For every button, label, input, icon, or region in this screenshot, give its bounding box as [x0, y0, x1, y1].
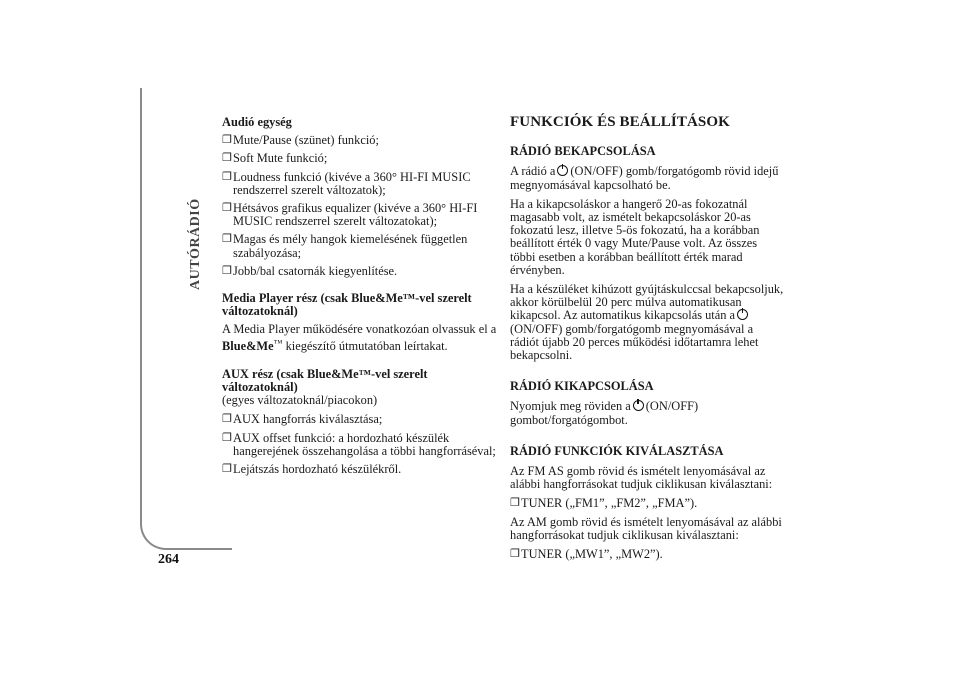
checkbox-bullet-icon: ❐	[222, 413, 232, 426]
checkbox-bullet-icon: ❐	[222, 233, 232, 246]
media-paragraph: A Media Player működésére vonatkozóan olvassuk el a Blue&Me™ kiegészítő útmutatóban leírtakat.	[222, 322, 497, 353]
power-icon	[737, 309, 748, 320]
radio-off-title: RÁDIÓ KIKAPCSOLÁSA	[510, 379, 654, 394]
list-item: ❐ TUNER („MW1”, „MW2”).	[510, 547, 663, 562]
radio-func-title: RÁDIÓ FUNKCIÓK KIVÁLASZTÁSA	[510, 443, 724, 458]
aux-title: AUX rész (csak Blue&Me™-vel szerelt változatoknál)	[222, 366, 428, 395]
checkbox-bullet-icon: ❐	[222, 170, 232, 183]
checkbox-bullet-icon: ❐	[222, 463, 232, 476]
list-item: ❐ Mute/Pause (szünet) funkció;	[222, 133, 379, 148]
checkbox-bullet-icon: ❐	[222, 134, 232, 147]
list-item: ❐ Magas és mély hangok kiemelésének független szabályozása;	[222, 232, 468, 260]
left-column	[222, 116, 497, 481]
checkbox-bullet-icon: ❐	[222, 431, 232, 444]
list-item: ❐ AUX hangforrás kiválasztása;	[222, 412, 383, 427]
right-column	[510, 116, 785, 566]
fm-paragraph: Az FM AS gomb rövid és ismételt lenyomásával az alábbi hangforrásokat tudjuk ciklikusan kiválasztani:	[510, 464, 773, 492]
radio-on-paragraph-3: Ha a készüléket kihúzott gyújtáskulccsal bekapcsoljuk, akkor körülbelül 20 perc múlva automatikusan kikapcsol. Az automatikus kikapcsolás után a(ON/OFF) gomb/forgatógomb megnyomásával a rádiót újabb 20 perces működési időtartamra lehet bekapcsolni.	[510, 282, 784, 363]
list-item: ❐ Jobb/bal csatornák kiegyenlítése.	[222, 263, 398, 278]
am-paragraph: Az AM gomb rövid és ismételt lenyomásával az alábbi hangforrásokat tudjuk ciklikusan kiválasztani:	[510, 514, 782, 542]
section-title: FUNKCIÓK ÉS BEÁLLÍTÁSOK	[510, 114, 730, 130]
list-item: ❐ Hétsávos grafikus equalizer (kivéve a 360° HI-FI MUSIC rendszerrel szerelt változatokat);	[222, 201, 478, 229]
power-icon	[557, 165, 568, 176]
aux-note: (egyes változatoknál/piacokon)	[222, 393, 378, 408]
list-item: ❐ Soft Mute funkció;	[222, 151, 328, 166]
side-label: AUTÓRÁDIÓ	[188, 198, 203, 290]
media-brand: Blue&Me	[222, 338, 274, 353]
checkbox-bullet-icon: ❐	[222, 202, 232, 215]
checkbox-bullet-icon: ❐	[222, 152, 232, 165]
radio-off-paragraph: Nyomjuk meg röviden a (ON/OFF) gombot/forgatógombot.	[510, 399, 699, 427]
page-frame	[140, 88, 232, 550]
list-item: ❐ Lejátszás hordozható készülékről.	[222, 462, 402, 477]
radio-on-paragraph-1: A rádió a (ON/OFF) gomb/forgatógomb rövid idejű megnyomásával kapcsolható be.	[510, 164, 779, 192]
checkbox-bullet-icon: ❐	[510, 497, 520, 510]
list-item: ❐ Loudness funkció (kivéve a 360° HI-FI MUSIC rendszerrel szerelt változatok);	[222, 169, 471, 197]
audio-title: Audió egység	[222, 115, 292, 129]
media-title: Media Player rész (csak Blue&Me™-vel szerelt változatoknál)	[222, 291, 472, 319]
radio-on-title: RÁDIÓ BEKAPCSOLÁSA	[510, 144, 656, 159]
list-item: ❐ AUX offset funkció: a hordozható készülék hangerejének összehangolása a többi hangforráséval;	[222, 430, 496, 458]
checkbox-bullet-icon: ❐	[222, 264, 232, 277]
page-number: 264	[158, 552, 179, 567]
checkbox-bullet-icon: ❐	[510, 548, 520, 561]
radio-on-paragraph-2: Ha a kikapcsoláskor a hangerő 20-as fokozatnál magasabb volt, az ismételt bekapcsoláskor 20-as fokozatú lesz, illetve 5-ös fokozatú, ha a korábban beállított érték 0 vagy Mute/Pause volt. Az összes többi esetben a korábban beállított érték marad érvényben.	[510, 196, 760, 277]
power-icon	[633, 400, 644, 411]
list-item: ❐ TUNER („FM1”, „FM2”, „FMA”).	[510, 496, 698, 511]
